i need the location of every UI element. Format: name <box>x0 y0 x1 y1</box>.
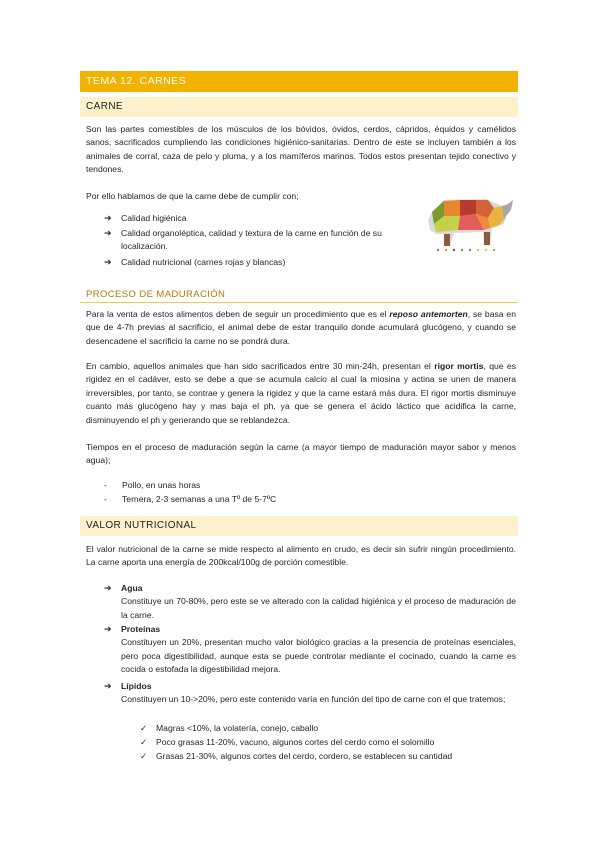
list-item: ➔ Calidad higiénica <box>104 212 409 225</box>
arrow-icon: ➔ <box>104 213 112 223</box>
dash-bullet: - <box>104 480 107 490</box>
section-heading-maduracion: PROCESO DE MADURACIÓN <box>80 288 518 303</box>
list-item: ✓ Grasas 21-30%, algunos cortes del cerdo, cordero, se establecen su cantidad <box>140 750 452 763</box>
nutrient-proteinas <box>104 623 516 677</box>
check-icon: ✓ <box>140 751 148 761</box>
list-item: - Pollo, en unas horas <box>104 479 200 492</box>
arrow-icon: ➔ <box>104 257 112 267</box>
list-item: ➔ Calidad nutricional (carnes rojas y blancas) <box>104 256 409 269</box>
nutrient-description: Constituyen un 10->20%, pero este contenido varía en función del tipo de carne con el que tratemos; <box>121 694 506 705</box>
nutrient-title: Lípidos <box>121 681 152 691</box>
maduracion-paragraph-3: Tiempos en el proceso de maduración según la carne (a mayor tiempo de maduración mayor sabor y menos agua); <box>86 442 516 466</box>
nutrient-lipidos <box>104 680 516 707</box>
arrow-icon: ➔ <box>104 681 112 691</box>
dash-bullet: - <box>104 494 107 504</box>
arrow-icon: ➔ <box>104 228 112 238</box>
check-icon: ✓ <box>140 723 148 733</box>
maduracion-paragraph-2: En cambio, aquellos animales que han sido sacrificados entre 30 min-24h, presentan el rigor mortis, que es rigidez en el cadáver, esto se debe a que se acumula calcio al cual la miosina y actina se unen de manera irreversibles, por tanto, se contrae y genera la rigidez y que la carne estará más dura. El rigor mortis disminuye cuanto más glucógeno hay y mas baja el ph, ya que se genera el ácido láctico que acidifica la carne, disminuyendo el ph y generando que se reblandezca. <box>86 361 516 425</box>
nutrient-title: Proteínas <box>121 624 161 634</box>
carne-intro-paragraph: Son las partes comestibles de los músculos de los bóvidos, óvidos, cerdos, cápridos, équidos y camélidos sanos, sacrificados cumpliendo las condiciones higiénico-sanitarias. Dentro de este se incluyen también a los animales de corral, caza de pelo y pluma, y a los mamíferos marinos. Todos estos presentan tejido conectivo y tendones. <box>86 124 516 175</box>
nutrient-description: Constituyen un 20%, presentan mucho valor biológico gracias a la presencia de proteínas esenciales, pero poca digestibilidad, aunque esta se puede controlar mediante el cocinado, cuando la carne es cocida o estofada la digestibilidad mejora. <box>121 637 516 675</box>
beef-cuts-diagram <box>414 190 518 262</box>
arrow-icon: ➔ <box>104 583 112 593</box>
maduracion-paragraph-1: Para la venta de estos alimentos deben de seguir un procedimiento que es el reposo antemorten, se basa en que de 4-7h previas al sacrificio, el animal debe de estar tranquilo donde acumulará glucógeno, y cuando se desencadene el sacrificio la carne no se pondrá dura. <box>86 309 516 346</box>
list-item: ➔ Calidad organoléptica, calidad y textura de la carne en función de su localización. <box>104 228 382 252</box>
list-item: - Ternera, 2-3 semanas a una Tº de 5-7ºC <box>104 493 276 506</box>
arrow-icon: ➔ <box>104 624 112 634</box>
nutrient-title: Agua <box>121 583 143 593</box>
nutrient-description: Constituye un 70-80%, pero este se ve alterado con la calidad higiénica y el proceso de maduración de la carne. <box>121 596 516 620</box>
document-title: TEMA 12. CARNES <box>80 71 518 92</box>
check-icon: ✓ <box>140 737 148 747</box>
list-item: ✓ Magras <10%, la volatería, conejo, caballo <box>140 722 318 735</box>
section-heading-carne: CARNE <box>80 97 518 117</box>
valor-intro-paragraph: El valor nutricional de la carne se mide respecto al alimento en crudo, es decir sin sufrir ningún procedimiento. La carne aporta una energía de 200kcal/100g de porción comestible. <box>86 544 516 568</box>
list-item: ✓ Poco grasas 11-20%, vacuno, algunos cortes del cerdo como el solomillo <box>140 736 434 749</box>
nutrient-agua <box>104 582 516 622</box>
section-heading-valor: VALOR NUTRICIONAL <box>80 516 518 536</box>
carne-lead-paragraph: Por ello hablamos de que la carne debe de cumplir con; <box>86 191 299 201</box>
